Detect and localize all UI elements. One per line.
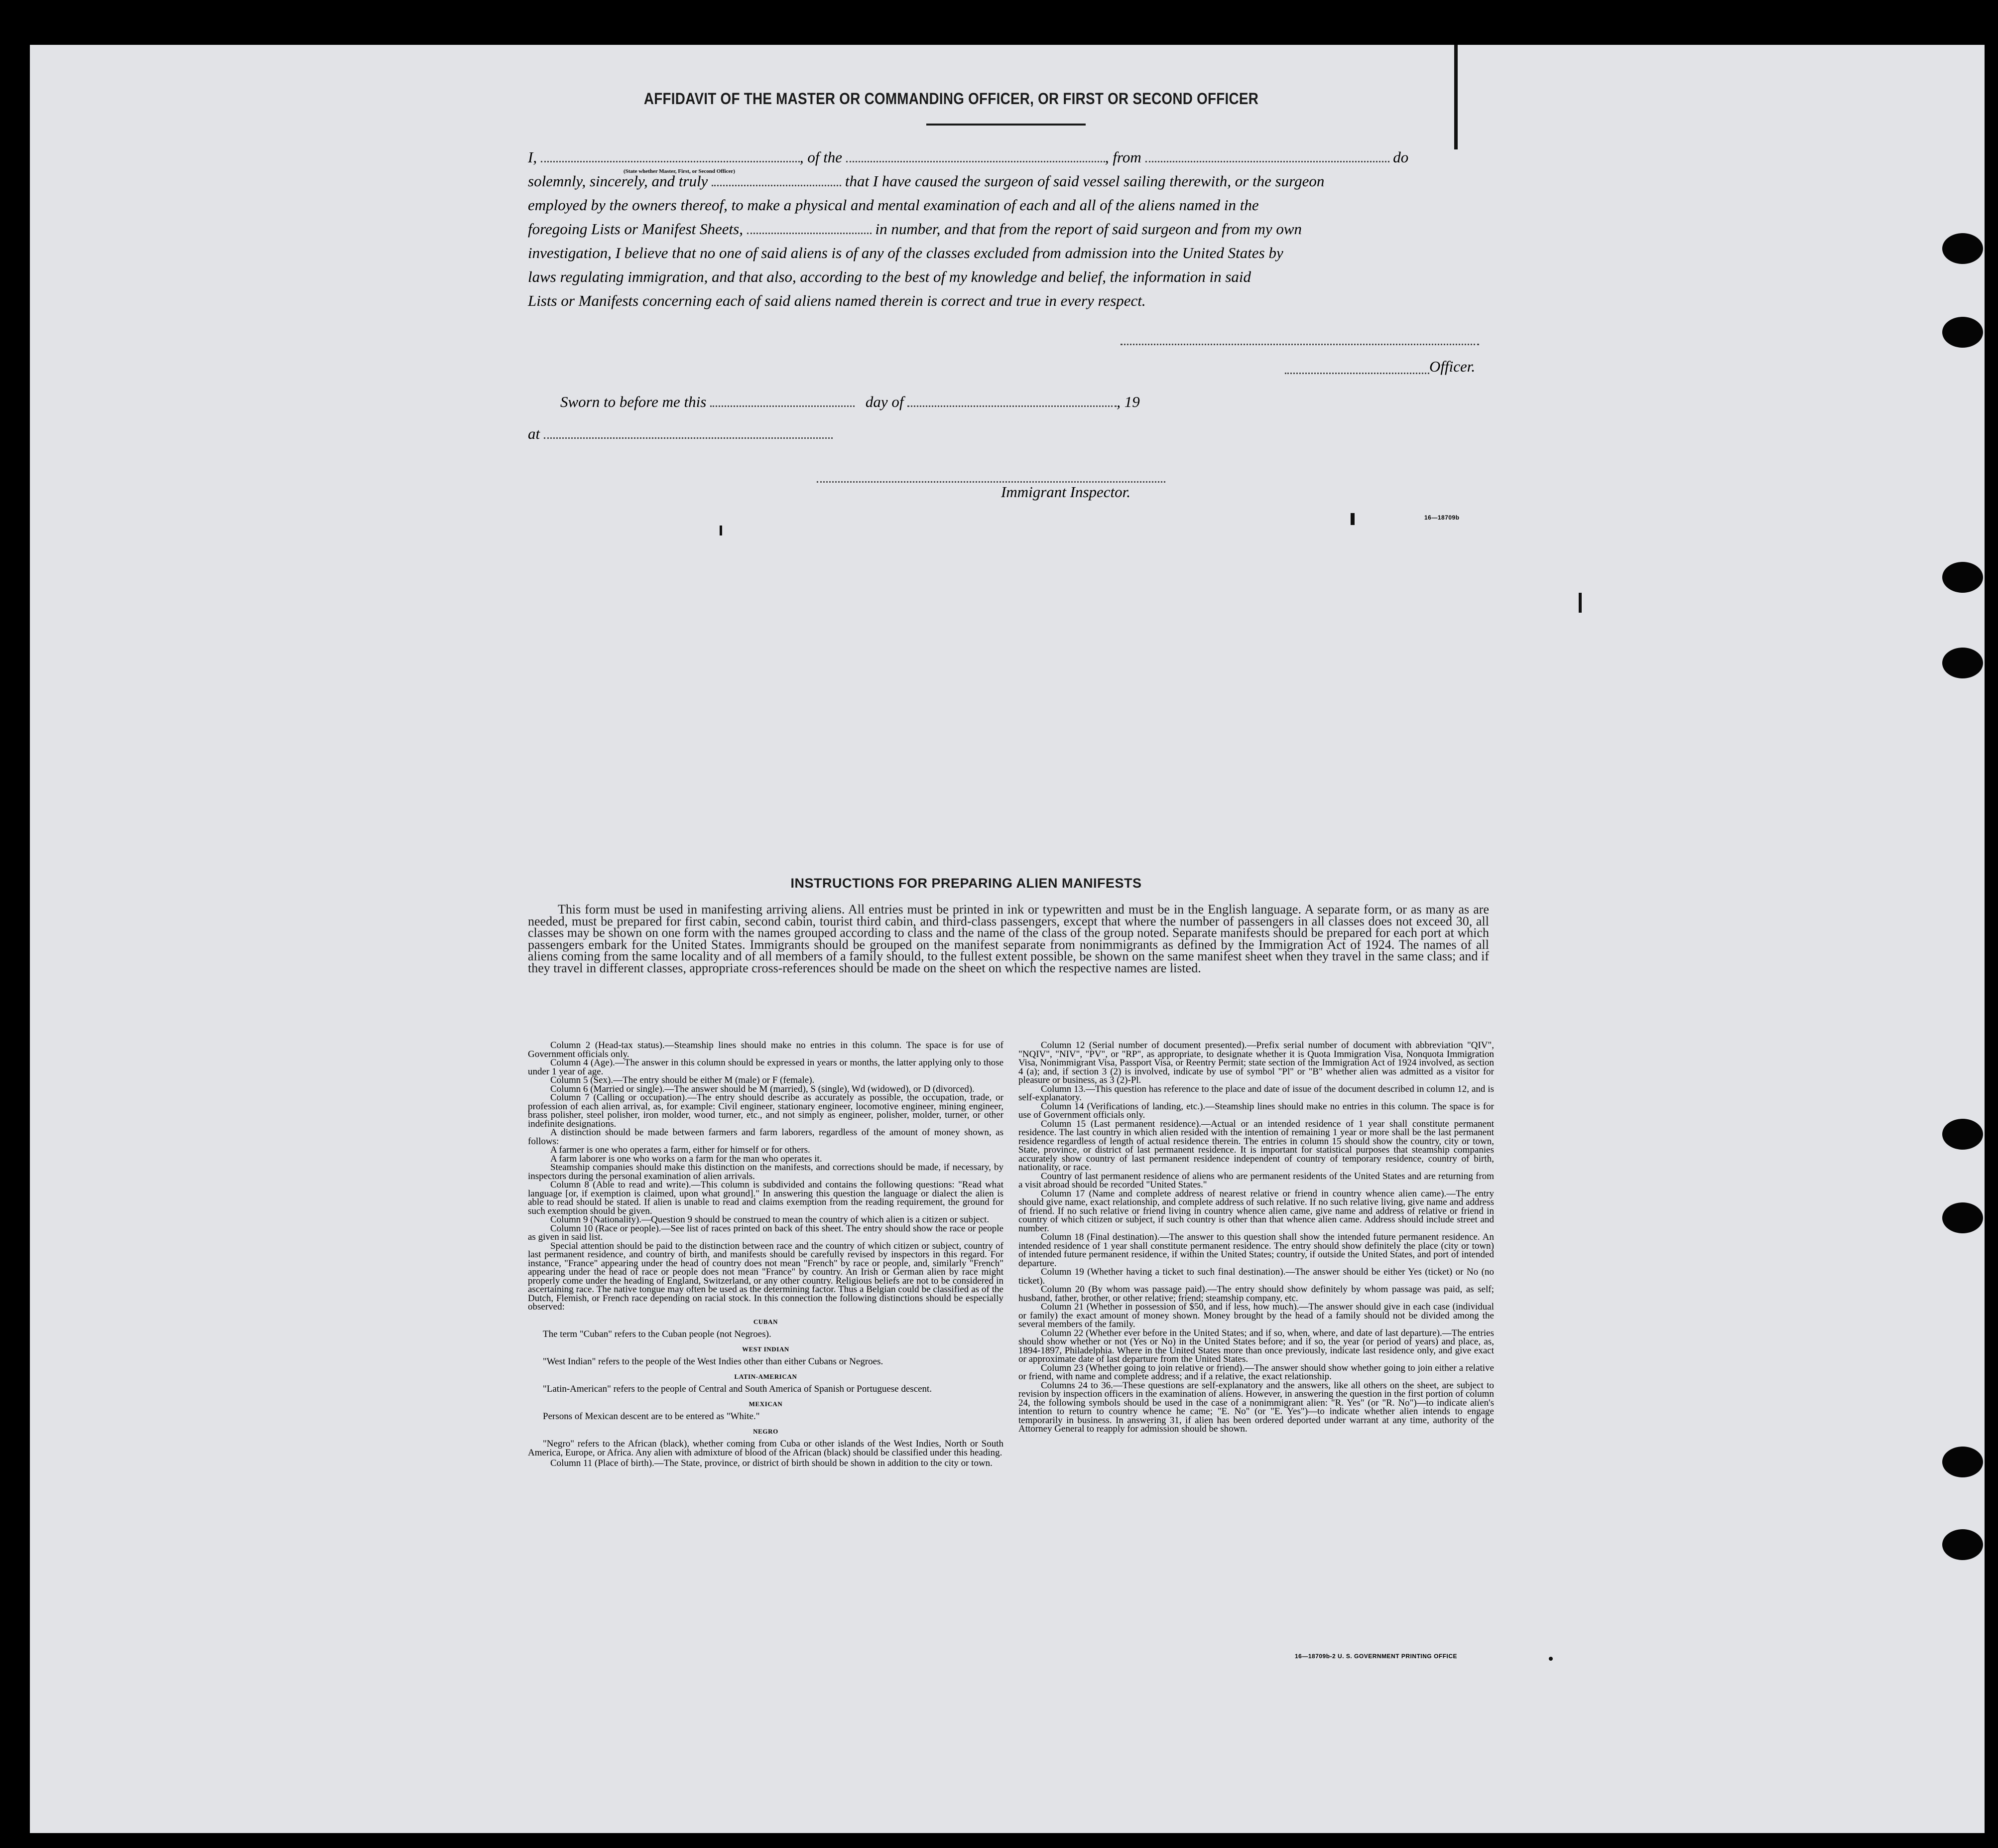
punch-hole (1942, 317, 1983, 348)
instruction-paragraph: Columns 24 to 36.—These questions are self-explanatory and the answers, like all others on the sheet, are subject to revision by inspection officers in the examination of aliens. However, in answering the question in the first portion of column 24, the following symbols should be used in the case of a nonimmigrant alien: "R. Yes" (or "R. No")—to indicate alien's intention to return to country whence he came; "E. No" (or "E. Yes")—to indicate whether alien intends to engage temporarily in business. In answering 31, if alien has been ordered deported under warrant at any time, authority of the Attorney General to reapply for admission should be shown. (1018, 1380, 1494, 1434)
affidavit-text: I, (528, 148, 537, 166)
alien-count-field[interactable] (747, 218, 872, 234)
day-of-label: day of (865, 393, 904, 410)
instruction-paragraph: Column 15 (Last permanent residence).—Actual or an intended residence of 1 year shall constitute permanent residence. The last country in which alien resided with the intention of remaining 1 year or more shall be the last permanent residence regardless of length of actual residence therein. The entries in column 15 should show the country, city or town, State, province, or district of last permanent residence. It is important for statistical purposes that steamship companies accurately show country of last permanent residence independent of country of temporary residence, country of birth, nationality, or race. (1018, 1118, 1494, 1173)
punch-hole (1942, 562, 1983, 593)
instructions-right-column (1018, 1041, 1494, 1434)
affidavit-text: do (1393, 148, 1409, 166)
instruction-paragraph: A farmer is one who operates a farm, either for himself or for others. (550, 1145, 810, 1155)
affidavit-line-5: investigation, I believe that no one of said aliens is of any of the classes excluded from admission into the United States by (528, 244, 1283, 262)
sworn-label: Sworn to before me this (560, 393, 707, 410)
instruction-paragraph: Country of last permanent residence of aliens who are permanent residents of the United States and are returning from a visit abroad should be recorded "United States." (1018, 1171, 1494, 1190)
state-note: (State whether Master, First, or Second Officer) (624, 168, 736, 174)
instruction-paragraph: A distinction should be made between farmers and farm laborers, regardless of the amount of money shown, as follows: (528, 1127, 1003, 1147)
instruction-paragraph: Column 17 (Name and complete address of nearest relative or friend in country whence alien came).—The entry should give name, exact relationship, and complete address of such relative. If no such relative living, give name and address of friend. If no such relative or friend living in country whence alien came, give name and address of relative or friend in country of which citizen or subject, if such country is other than that whence alien came. Address should include street and number. (1018, 1188, 1494, 1234)
affidavit-line-4 (528, 217, 1509, 241)
definition-heading: LATIN-AMERICAN (734, 1372, 797, 1380)
instructions-intro: This form must be used in manifesting arriving aliens. All entries must be printed in ink or typewritten and must be in the English language. A separate form, or as many as are needed, must be prepared for first cabin, second cabin, tourist third cabin, and third-class passengers, except that where the number of passengers in all classes does not exceed 30, all classes may be shown on one form with the names grouped according to class and the name of the class of the group noted. Separate manifests should be prepared for each port at which passengers embark for the United States. Immigrants should be grouped on the manifest separate from nonimmigrants as defined by the Immigration Act of 1924. The names of all aliens coming from the same locality and of all members of a family should, to the fullest extent possible, be shown on the same manifest sheet when they travel in the same class; and if they travel in different classes, appropriate cross-references should be made on the sheet on which the respective names are listed. (528, 902, 1489, 975)
affidavit-text: solemnly, sincerely, and truly (528, 172, 708, 190)
form-sheet (30, 45, 1985, 1833)
affidavit-text: foregoing Lists or Manifest Sheets, (528, 220, 743, 238)
officer-title-field[interactable] (541, 146, 800, 162)
affidavit-line-3: employed by the owners thereof, to make a physical and mental examination of each and all of the aliens named in the (528, 196, 1259, 214)
at-text (528, 422, 833, 443)
at-label: at (528, 425, 540, 442)
scan-speck (720, 526, 722, 535)
sworn-place-field[interactable] (544, 422, 833, 439)
affidavit-line-1 (528, 145, 1509, 169)
oath-type-field[interactable] (712, 170, 841, 186)
punch-hole (1942, 1119, 1983, 1150)
definition-text: "Latin-American" refers to the people of Central and South America of Spanish or Portuguese descent. (543, 1384, 932, 1394)
scan-speck (1351, 513, 1355, 525)
affidavit-line-2 (528, 169, 1509, 193)
punch-hole (1942, 648, 1983, 678)
instruction-paragraph: Column 23 (Whether going to join relative or friend).—The answer should show whether going to join either a relative or friend, with name and complete address; and if a relative, the exact relationship. (1018, 1362, 1494, 1382)
printing-office-footer: 16—18709b-2 U. S. GOVERNMENT PRINTING OFFICE (1295, 1653, 1458, 1660)
instruction-paragraph: Column 11 (Place of birth).—The State, province, or district of birth should be shown in addition to the city or town. (550, 1458, 993, 1468)
instruction-paragraph: Column 4 (Age).—The answer in this column should be expressed in years or months, the latter applying only to those under 1 year of age. (528, 1057, 1003, 1077)
instruction-paragraph: Column 14 (Verifications of landing, etc.).—Steamship lines should make no entries in this column. The space is for use of Government officials only. (1018, 1101, 1494, 1120)
definition-heading: WEST INDIAN (742, 1345, 789, 1353)
instruction-paragraph: Column 18 (Final destination).—The answer to this question shall show the intended future permanent residence. An intended residence of 1 year shall constitute permanent residence. The entry should show definitely the place (city or town) of intended future permanent residence, if within the United States; country, if outside the United States, and port of intended departure. (1018, 1232, 1494, 1269)
definition-heading: NEGRO (753, 1427, 778, 1435)
sworn-month-field[interactable] (907, 391, 1117, 407)
definition-text: "Negro" refers to the African (black), whether coming from Cuba or other islands of the West Indies, North or South America, Europe, or Africa. Any alien with admixture of blood of the African (black) should be classified under this heading. (528, 1439, 1003, 1458)
affidavit-text: that I have caused the surgeon of said vessel sailing therewith, or the surgeon (845, 172, 1325, 190)
affidavit-text: , from (1105, 148, 1141, 166)
instruction-paragraph: Special attention should be paid to the distinction between race and the country of which citizen or subject, country of last permanent residence, and country of birth, and manifests should be carefully revised by inspectors in this regard. For instance, "France" appearing under the head of country does not mean "French" by race or people, and, similarly "French" appearing under the head of race or people does not mean "France" by country. An Irish or German alien by race might properly come under the heading of England, Switzerland, or any other country. Religious beliefs are not to be considered in ascertaining race. The native tongue may often be used as the determining factor. Thus a Belgian could be classified as of the Dutch, Flemish, or French race depending on racial stock. In this connection the following distinctions should be especially observed: (528, 1240, 1003, 1312)
title-underline (926, 124, 1086, 126)
definition-text: "West Indian" refers to the people of the West Indies other than either Cubans or Negroes. (543, 1356, 883, 1367)
departure-port-field[interactable] (1145, 146, 1389, 162)
definition-heading: MEXICAN (749, 1400, 783, 1408)
scan-speck (1549, 1657, 1553, 1661)
affidavit-text: in number, and that from the report of said surgeon and from my own (875, 220, 1302, 238)
punch-hole (1942, 1447, 1983, 1477)
affidavit-line-6: laws regulating immigration, and that also, according to the best of my knowledge and belief, the information in said (528, 268, 1251, 285)
instruction-paragraph: Column 22 (Whether ever before in the United States; and if so, when, where, and date of last departure).—The entries should show whether or not (Yes or No) in the United States before; and if so, the year (or period of years) and place, as, 1894-1897, Philadelphia. Where in the United States more than once previously, indicate last residence only, and give exact or approximate date of last departure from the United States. (1018, 1327, 1494, 1364)
affidavit-line-7: Lists or Manifests concerning each of said aliens named therein is correct and true in every respect. (528, 292, 1146, 309)
instruction-paragraph: Column 9 (Nationality).—Question 9 should be construed to mean the country of which alien is a citizen or subject. (550, 1214, 990, 1225)
punch-hole (1942, 233, 1983, 264)
definition-text: Persons of Mexican descent are to be entered as "White." (543, 1411, 760, 1422)
instruction-paragraph: Column 19 (Whether having a ticket to such final destination).—The answer should be either Yes (ticket) or No (no ticket). (1018, 1267, 1494, 1286)
instruction-paragraph: Column 21 (Whether in possession of $50, and if less, how much).—The answer should give in each case (individual or family) the exact amount of money shown. Money brought by the head of a family should not be divided among the several members of the family. (1018, 1302, 1494, 1329)
sworn-text (560, 391, 1140, 411)
year-label: , 19 (1117, 393, 1140, 410)
instruction-paragraph: A farm laborer is one who works on a farm for the man who operates it. (550, 1153, 822, 1164)
inspector-label: Immigrant Inspector. (1001, 483, 1131, 501)
officer-rank-line[interactable] (1285, 373, 1429, 374)
instruction-paragraph: Column 7 (Calling or occupation).—The entry should describe as accurately as possible, the occupation, trade, or profession of each alien arrival, as, for example: Civil engineer, stationary engineer, locomotive engineer, mining engineer, brass polisher, steel polisher, iron molder, wood turner, etc., and not simply as engineer, polisher, molder, turner, or other indefinite designations. (528, 1092, 1003, 1129)
vessel-name-field[interactable] (846, 146, 1105, 162)
instruction-paragraph: Column 10 (Race or people).—See list of races printed on back of this sheet. The entry should show the race or people as given in said list. (528, 1223, 1003, 1242)
inspector-signature-line[interactable] (817, 481, 1165, 483)
affidavit-text: , of the (799, 148, 843, 166)
scan-scratch (1454, 45, 1458, 149)
scan-speck (1579, 593, 1582, 613)
instruction-paragraph: Column 2 (Head-tax status).—Steamship lines should make no entries in this column. The space is for use of Government officials only. (528, 1040, 1003, 1059)
instructions-title: INSTRUCTIONS FOR PREPARING ALIEN MANIFESTS (790, 876, 1142, 891)
punch-hole (1942, 1202, 1983, 1233)
form-code: 16—18709b (1424, 514, 1460, 521)
instruction-paragraph: Column 13.—This question has reference to the place and date of issue of the document described in column 12, and is self-explanatory. (1018, 1083, 1494, 1103)
affidavit-title: AFFIDAVIT OF THE MASTER OR COMMANDING OFFICER, OR FIRST OR SECOND OFFICER (643, 90, 1259, 108)
punch-hole (1942, 1529, 1983, 1560)
instructions-left-column (528, 1041, 1003, 1468)
instruction-paragraph: Column 12 (Serial number of document presented).—Prefix serial number of document with abbreviation "QIV", "NQIV", "NIV", "PV", or "RP", as appropriate, to designate whether it is Quota Immigration Visa, Nonquota Immigration Visa, Nonimmigrant Visa, Passport Visa, or Reentry Permit; state section of the Immigration Act of 1924 involved, as section 4 (a); and, if section 3 (2) is involved, indicate by use of symbol "Pl" or "B" whether alien was admitted as a visitor for pleasure or business, as 3 (2)-Pl. (1018, 1040, 1494, 1085)
instruction-paragraph: Column 5 (Sex).—The entry should be either M (male) or F (female). (550, 1075, 815, 1085)
sworn-day-field[interactable] (710, 391, 855, 407)
definition-heading: CUBAN (753, 1318, 778, 1325)
officer-label: Officer. (1429, 358, 1476, 375)
officer-signature-line[interactable] (1121, 344, 1479, 345)
instruction-paragraph: Column 8 (Able to read and write).—This column is subdivided and contains the following questions: "Read what language [or, if exemption is claimed, upon what ground]." In answering this question the language or dialect the alien is able to read should be stated. If alien is unable to read and claims exemption from the reading requirement, the ground for such exemption should be given. (528, 1180, 1003, 1216)
instruction-paragraph: Column 6 (Married or single).—The answer should be M (married), S (single), Wd (widowed), or D (divorced). (550, 1083, 975, 1094)
instruction-paragraph: Steamship companies should make this distinction on the manifests, and corrections should be made, if necessary, by inspectors during the personal examination of alien arrivals. (528, 1162, 1003, 1182)
instruction-paragraph: Column 20 (By whom was passage paid).—The entry should show definitely by whom passage was paid, as self; husband, father, brother, or other relative; friend; steamship company, etc. (1018, 1284, 1494, 1304)
definition-text: The term "Cuban" refers to the Cuban people (not Negroes). (543, 1329, 771, 1339)
